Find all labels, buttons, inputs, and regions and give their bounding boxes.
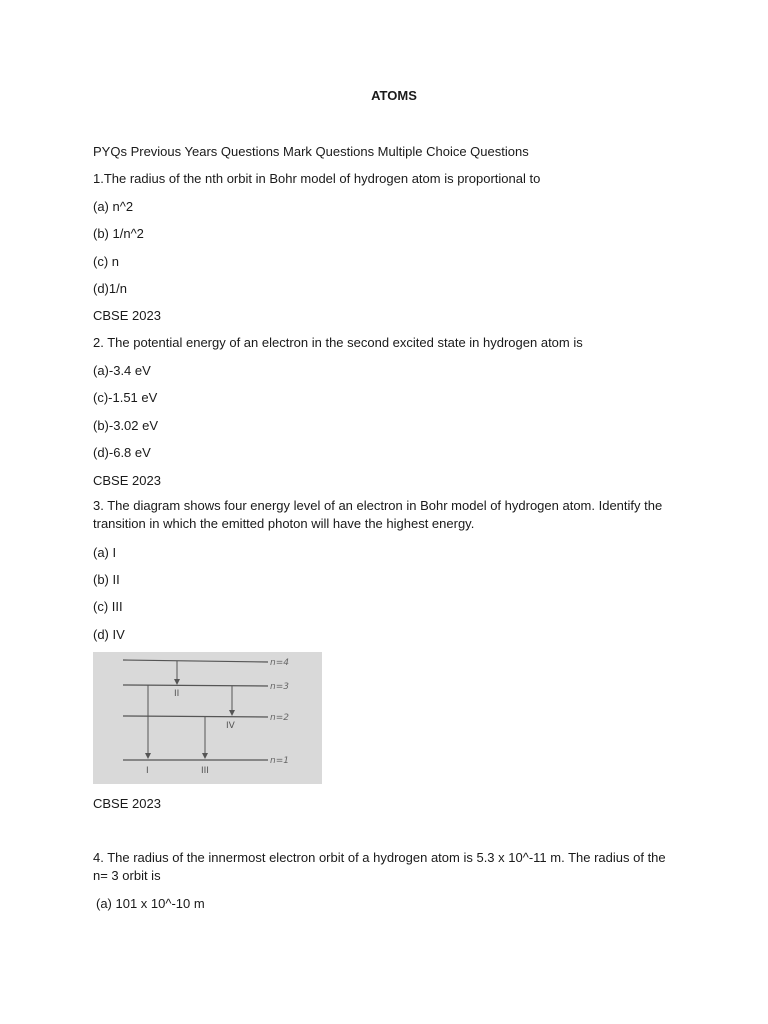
question-4: 4. The radius of the innermost electron orbit of a hydrogen atom is 5.3 x 10^-11 m. The radius of the n= 3 orbit is bbox=[93, 850, 666, 883]
arrowhead-III bbox=[202, 753, 208, 759]
transition-label-IV: IV bbox=[226, 721, 235, 731]
q1-option-a: (a) n^2 bbox=[93, 199, 134, 214]
q3-source: CBSE 2023 bbox=[93, 796, 161, 811]
question-1: 1.The radius of the nth orbit in Bohr model of hydrogen atom is proportional to bbox=[93, 171, 541, 186]
subtitle: PYQs Previous Years Questions Mark Questions Multiple Choice Questions bbox=[93, 144, 529, 159]
q3-option-a: (a) I bbox=[93, 545, 117, 560]
level-label-n3: n=3 bbox=[270, 682, 289, 692]
transition-label-II: II bbox=[174, 689, 180, 699]
q1-source: CBSE 2023 bbox=[93, 308, 161, 323]
q3-option-d: (d) IV bbox=[93, 627, 125, 642]
arrowhead-II bbox=[174, 679, 180, 685]
level-label-n1: n=1 bbox=[270, 756, 289, 766]
arrowhead-IV bbox=[229, 710, 235, 716]
q1-option-d: (d)1/n bbox=[93, 281, 127, 296]
energy-level-diagram bbox=[93, 652, 322, 784]
level-label-n2: n=2 bbox=[270, 713, 289, 723]
arrowhead-I bbox=[145, 753, 151, 759]
level-label-n4: n=4 bbox=[270, 658, 289, 668]
q4-option-a: (a) 101 x 10^-10 m bbox=[96, 896, 205, 911]
q2-source: CBSE 2023 bbox=[93, 473, 161, 488]
question-3: 3. The diagram shows four energy level of an electron in Bohr model of hydrogen atom. Identify the transition in which the emitted photon will have the highest energy. bbox=[93, 498, 663, 531]
question-2: 2. The potential energy of an electron in the second excited state in hydrogen atom is bbox=[93, 335, 583, 350]
level-line-n4 bbox=[123, 660, 268, 662]
page-title: ATOMS bbox=[371, 88, 417, 103]
q1-option-c: (c) n bbox=[93, 254, 119, 269]
q2-option-2: (c)-1.51 eV bbox=[93, 390, 158, 405]
q2-option-4: (d)-6.8 eV bbox=[93, 445, 151, 460]
q2-option-1: (a)-3.4 eV bbox=[93, 363, 151, 378]
q3-option-b: (b) II bbox=[93, 572, 120, 587]
q1-option-b: (b) 1/n^2 bbox=[93, 226, 144, 241]
transition-label-III: III bbox=[201, 766, 209, 776]
transition-label-I: I bbox=[146, 766, 149, 776]
level-line-n3 bbox=[123, 685, 268, 686]
level-line-n2 bbox=[123, 716, 268, 717]
q3-option-c: (c) III bbox=[93, 599, 123, 614]
q2-option-3: (b)-3.02 eV bbox=[93, 418, 159, 433]
